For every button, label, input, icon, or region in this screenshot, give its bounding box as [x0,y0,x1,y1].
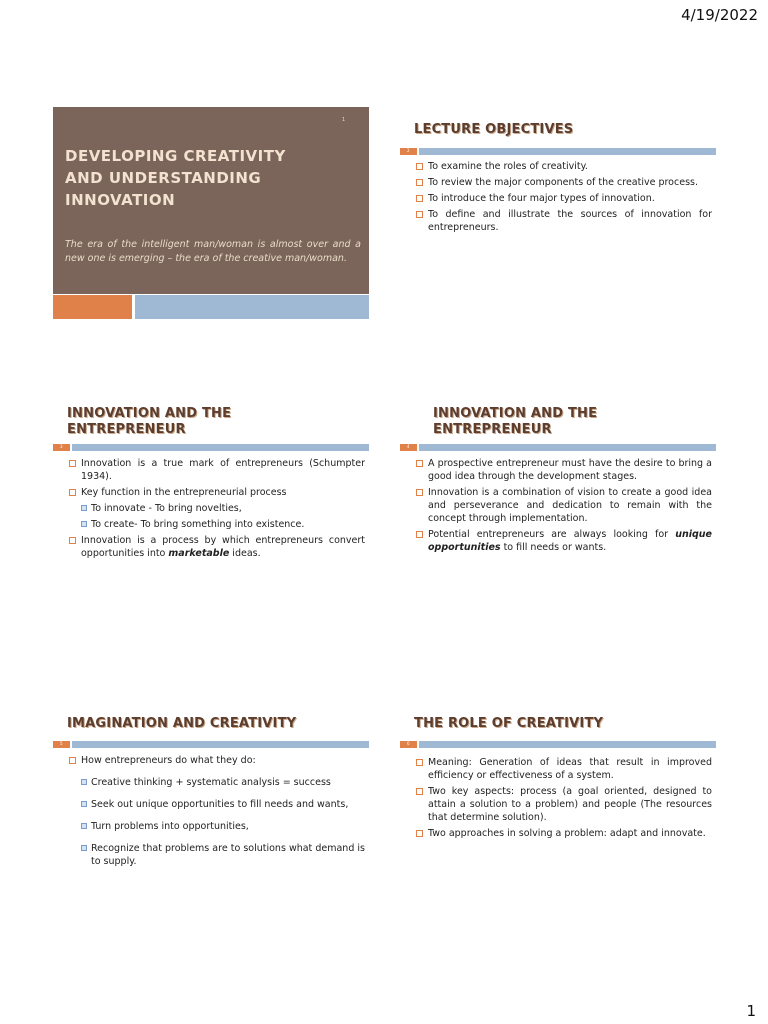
title-box [53,107,369,294]
list-item: Recognize that problems are to solutions what demand is to supply. [81,842,365,868]
list-item: To create- To bring something into existence. [81,518,365,531]
bullet-list [69,754,365,871]
list-item: How entrepreneurs do what they do: [69,754,365,767]
square-bullet-icon [69,537,76,544]
list-item: Meaning: Generation of ideas that result in improved efficiency or effectiveness of a system. [416,756,712,782]
square-bullet-icon [81,505,87,511]
slide-number: 5 [60,741,63,746]
square-bullet-icon [416,195,423,202]
square-bullet-icon [81,801,87,807]
page-date: 4/19/2022 [681,6,758,24]
slide-6 [400,708,716,938]
square-bullet-icon [81,521,87,527]
bullet-list [416,160,712,237]
accent-block-blue [135,295,369,319]
list-item: Key function in the entrepreneurial process [69,486,365,499]
square-bullet-icon [69,460,76,467]
bullet-list [416,457,712,557]
list-item: Two key aspects: process (a goal oriented, designed to attain a solution to a problem) and people (The resources that determine solution). [416,785,712,824]
slide-number: 2 [407,148,410,153]
slide-title: INNOVATION AND THE ENTREPRENEUR [433,406,598,437]
square-bullet-icon [69,757,76,764]
list-item: To define and illustrate the sources of innovation for entrepreneurs. [416,208,712,234]
slide-title: DEVELOPING CREATIVITY AND UNDERSTANDING INNOVATION [65,147,286,209]
list-item: Creative thinking + systematic analysis = success [81,776,365,789]
slide-2 [400,107,716,337]
list-item: To review the major components of the creative process. [416,176,712,189]
slide-number: 1 [342,117,346,123]
square-bullet-icon [416,788,423,795]
square-bullet-icon [81,845,87,851]
list-item: Innovation is a process by which entrepreneurs convert opportunities into marketable ideas. [69,534,365,560]
square-bullet-icon [81,779,87,785]
list-item: Seek out unique opportunities to fill needs and wants, [81,798,365,811]
list-item: To introduce the four major types of innovation. [416,192,712,205]
slide-number: 3 [60,444,63,449]
page-number: 1 [746,1002,756,1020]
square-bullet-icon [416,531,423,538]
square-bullet-icon [416,179,423,186]
list-item: A prospective entrepreneur must have the desire to bring a good idea through the development stages. [416,457,712,483]
slide-1 [53,107,369,337]
list-item: To examine the roles of creativity. [416,160,712,173]
slide-4 [400,400,716,630]
slide-title: LECTURE OBJECTIVES [414,122,574,137]
slide-5 [53,708,369,938]
slide-subtitle: The era of the intelligent man/woman is almost over and a new one is emerging – the era of the creative man/woman. [65,239,361,264]
list-item: Innovation is a combination of vision to create a good idea and perseverance and dedication to remain with the concept through implementation. [416,486,712,525]
square-bullet-icon [416,460,423,467]
accent-block-orange [53,295,132,319]
bullet-list [69,457,365,563]
square-bullet-icon [69,489,76,496]
slide-title: IMAGINATION AND CREATIVITY [67,716,297,731]
square-bullet-icon [416,759,423,766]
list-item: Innovation is a true mark of entrepreneurs (Schumpter 1934). [69,457,365,483]
list-item: Turn problems into opportunities, [81,820,365,833]
square-bullet-icon [416,830,423,837]
square-bullet-icon [416,489,423,496]
list-item: Two approaches in solving a problem: adapt and innovate. [416,827,712,840]
slide-3 [53,400,369,630]
slide-title: INNOVATION AND THE ENTREPRENEUR [67,406,232,437]
list-item: Potential entrepreneurs are always looking for unique opportunities to fill needs or wants. [416,528,712,554]
square-bullet-icon [81,823,87,829]
square-bullet-icon [416,211,423,218]
list-item: To innovate - To bring novelties, [81,502,365,515]
slide-number: 6 [407,741,410,746]
square-bullet-icon [416,163,423,170]
slide-title: THE ROLE OF CREATIVITY [414,716,604,731]
slide-number: 4 [407,444,410,449]
bullet-list [416,756,712,843]
